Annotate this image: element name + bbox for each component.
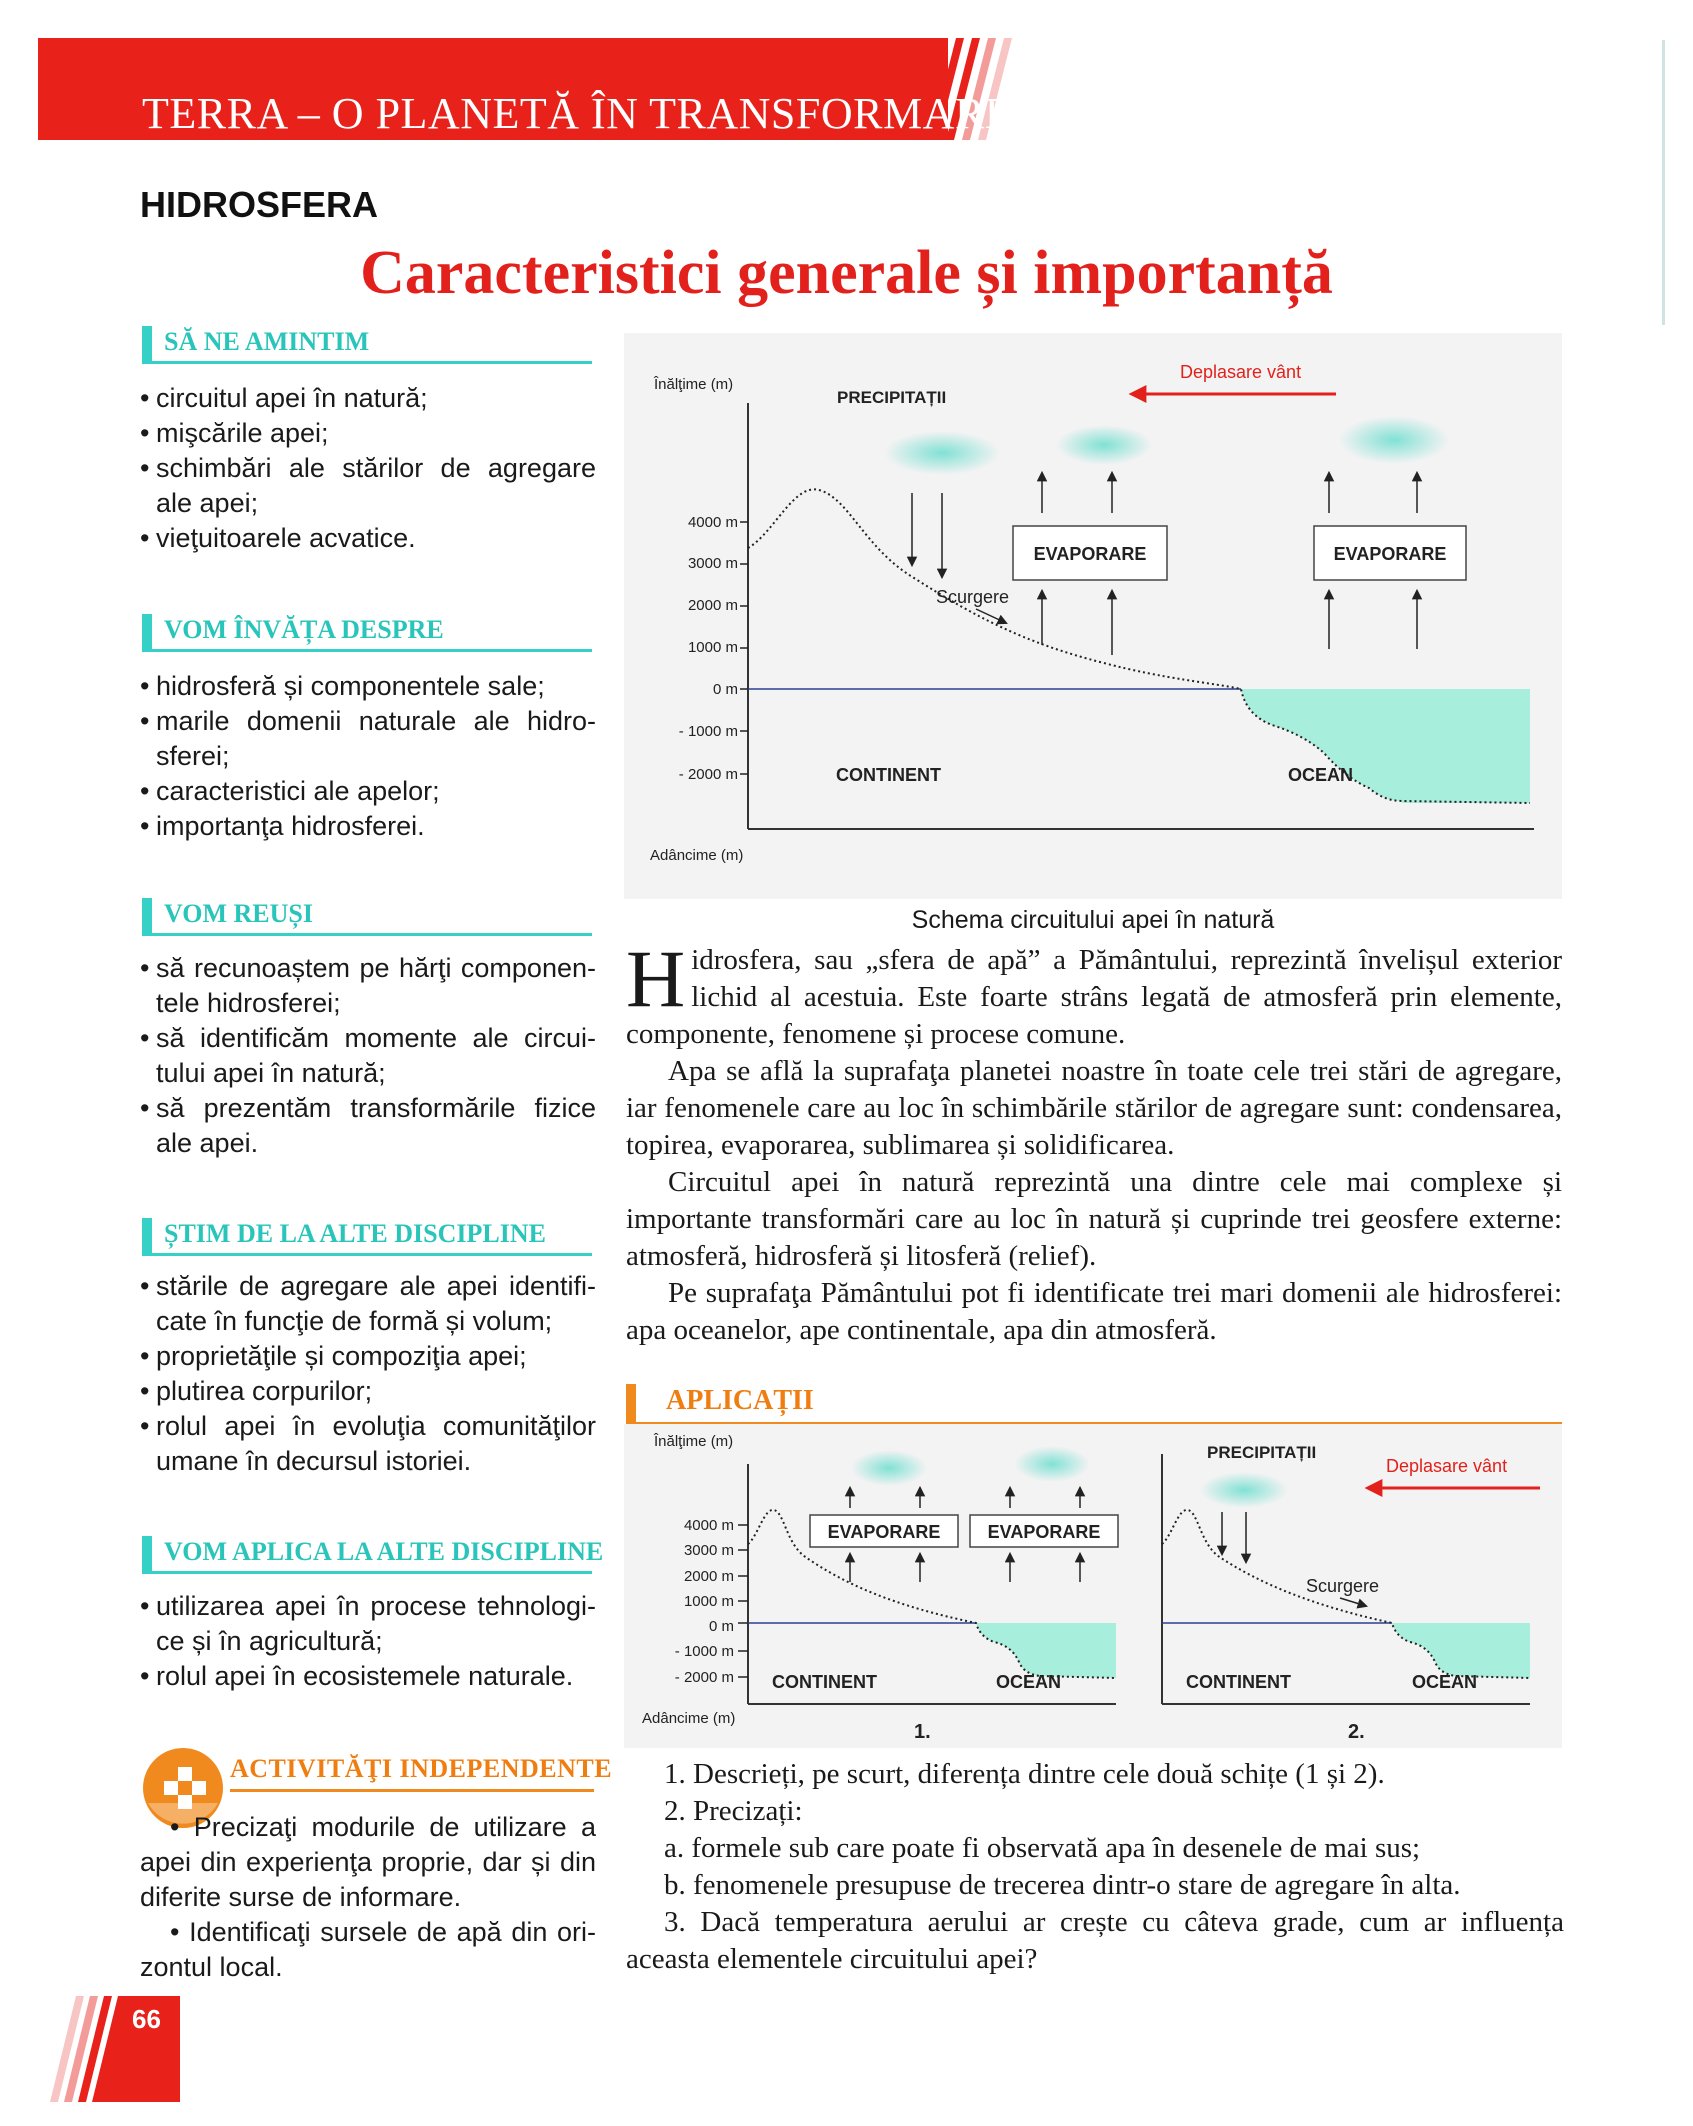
continent-label: CONTINENT xyxy=(772,1672,877,1692)
question: 1. Descrieți, pe scurt, diferența dintre cele două schițe (1 și 2). xyxy=(664,1758,1385,1790)
y-tick: 2000 m xyxy=(683,1568,734,1585)
sidebar-list-succeed xyxy=(140,951,596,1161)
sidebar-heading-remember: SĂ NE AMINTIM xyxy=(142,326,592,364)
y-tick: 3000 m xyxy=(687,555,738,572)
paragraph xyxy=(626,933,1562,1053)
list-item: • să prezentăm transformările fizice ale apei. xyxy=(140,1091,596,1161)
paragraph: Circuitul apei în natură reprezintă una dintre cele mai complexe și importante transformări care au loc în natură și cuprinde trei geosfere externe: atmosferă, hidrosferă și litosferă (relief). xyxy=(626,1166,1562,1272)
ocean-label: OCEAN xyxy=(1412,1672,1478,1692)
ocean-label: OCEAN xyxy=(1288,765,1354,785)
wind-label: Deplasare vânt xyxy=(1386,1456,1508,1476)
y-tick: 1000 m xyxy=(687,639,738,656)
diagram-number-2: 2. xyxy=(1348,1721,1365,1743)
continent-label: CONTINENT xyxy=(1186,1672,1291,1692)
cloud xyxy=(1014,1446,1090,1482)
diagram-number-1: 1. xyxy=(914,1721,931,1743)
continent-label: CONTINENT xyxy=(836,765,941,785)
evaporation-label: EVAPORARE xyxy=(827,1522,941,1542)
y-axis-label-bottom: Adâncime (m) xyxy=(650,847,744,864)
list-item: • hidrosferă și componentele sale; xyxy=(140,669,596,704)
cloud xyxy=(1056,425,1152,465)
y-tick: 4000 m xyxy=(687,514,738,531)
activities-heading: ACTIVITĂŢI INDEPENDENTE xyxy=(230,1754,594,1792)
list-item: • marile domenii naturale ale hidrosferei; xyxy=(140,704,596,774)
list-item: • rolul apei în ecosistemele naturale. xyxy=(140,1659,596,1694)
sidebar-heading-learn: VOM ÎNVĂȚA DESPRE xyxy=(142,614,592,652)
y-axis-label-bottom: Adâncime (m) xyxy=(642,1710,736,1727)
y-tick: 1000 m xyxy=(683,1593,734,1610)
questions-list xyxy=(626,1756,1564,1978)
evaporation-label: EVAPORARE xyxy=(987,1522,1101,1542)
list-item: • circuitul apei în natură; xyxy=(140,381,596,416)
sidebar-list-other-disciplines xyxy=(140,1269,596,1479)
list-item: • vieţuitoarele acvatice. xyxy=(140,521,596,556)
evaporation-label: EVAPORARE xyxy=(1033,544,1147,564)
chapter-title: TERRA – O PLANETĂ ÎN TRANSFORMARE xyxy=(142,89,1013,138)
list-item: • să recunoaștem pe hărţi componentele hidrosferei; xyxy=(140,951,596,1021)
question: b. fenomenele presupuse de trecerea dintr-o stare de agregare în alta. xyxy=(664,1869,1461,1901)
water-cycle-diagram xyxy=(624,333,1562,899)
list-item: • importanţa hidrosferei. xyxy=(140,809,596,844)
page-title: Caracteristici generale și importanță xyxy=(360,239,1333,307)
ocean-water xyxy=(1392,1623,1530,1678)
applications-diagrams xyxy=(624,1424,1562,1748)
sidebar-list-remember xyxy=(140,381,596,556)
activity-item: • Identificaţi sursele de apă din orizontul local. xyxy=(140,1917,596,1982)
cloud xyxy=(1200,1472,1288,1508)
list-item: • plutirea corpurilor; xyxy=(140,1374,596,1409)
evaporation-label: EVAPORARE xyxy=(1333,544,1447,564)
sidebar-list-learn xyxy=(140,669,596,844)
precipitation-label: PRECIPITAȚII xyxy=(1207,1443,1317,1462)
cloud xyxy=(1339,416,1449,464)
list-item: • stările de agregare ale apei identificate în funcţie de formă și volum; xyxy=(140,1269,596,1339)
list-item: • mişcările apei; xyxy=(140,416,596,451)
list-item: • rolul apei în evoluţia comunităţilor umane în decursul istoriei. xyxy=(140,1409,596,1479)
list-item: • să identificăm momente ale circuitului apei în natură; xyxy=(140,1021,596,1091)
sidebar-heading-succeed: VOM REUȘI xyxy=(142,898,592,936)
y-tick: 0 m xyxy=(708,1618,734,1635)
dropcap: H xyxy=(626,933,686,1024)
paragraph-text: idrosfera, sau „sfera de apă” a Pământului, reprezintă învelișul exterior lichid al acestuia. Este foarte strâns legată de atmosferă prin elemente, componente, fenomene și procese comune. xyxy=(626,944,1562,1050)
paragraph: Apa se află la suprafaţa planetei noastre în toate cele trei stări de agregare, iar fenomenele care au loc în schimbările stărilor de agregare sunt: condensarea, topirea, evaporarea, sublimarea și solidificarea. xyxy=(626,1055,1562,1161)
question: 3. Dacă temperatura aerului ar crește cu câteva grade, cum ar influența aceasta elementele circuitului apei? xyxy=(626,1906,1564,1975)
ocean-water xyxy=(1241,689,1530,803)
y-tick: 2000 m xyxy=(687,597,738,614)
y-tick: - 1000 m xyxy=(674,1643,734,1660)
list-item: • schimbări ale stărilor de agregare ale apei; xyxy=(140,451,596,521)
y-tick: 4000 m xyxy=(683,1517,734,1534)
y-tick: - 2000 m xyxy=(674,1669,734,1686)
cloud xyxy=(884,431,1000,475)
diagram-caption: Schema circuitului apei în natură xyxy=(911,906,1275,934)
applications-heading: APLICAȚII xyxy=(626,1384,1562,1424)
main-text xyxy=(626,933,1562,1349)
y-tick: 3000 m xyxy=(683,1542,734,1559)
question: a. formele sub care poate fi observată apa în desenele de mai sus; xyxy=(664,1832,1421,1864)
list-item: • caracteristici ale apelor; xyxy=(140,774,596,809)
precipitation-label: PRECIPITAȚII xyxy=(837,388,947,407)
y-tick: - 1000 m xyxy=(678,723,738,740)
runoff-label: Scurgere xyxy=(936,587,1010,607)
sidebar-heading-other-disciplines: ȘTIM DE LA ALTE DISCIPLINE xyxy=(142,1218,592,1256)
cloud xyxy=(851,1450,927,1486)
y-tick: - 2000 m xyxy=(678,766,738,783)
activity-item: • Precizaţi modurile de utilizare a apei din experienţa proprie, dar și din diferite surse de informare. xyxy=(140,1812,596,1912)
paragraph: Pe suprafaţa Pământului pot fi identificate trei mari domenii ale hidrosferei: apa oceanelor, ape continentale, apa din atmosferă. xyxy=(626,1277,1562,1346)
runoff-label: Scurgere xyxy=(1306,1576,1380,1596)
wind-label: Deplasare vânt xyxy=(1180,362,1302,382)
list-item: • utilizarea apei în procese tehnologice și în agricultură; xyxy=(140,1589,596,1659)
y-axis-label-top: Înălţime (m) xyxy=(654,376,734,393)
list-item: • proprietăţile și compoziţia apei; xyxy=(140,1339,596,1374)
ocean-label: OCEAN xyxy=(996,1672,1062,1692)
sidebar-heading-apply: VOM APLICA LA ALTE DISCIPLINE xyxy=(142,1536,592,1574)
y-tick: 0 m xyxy=(712,681,738,698)
section-label: HIDROSFERA xyxy=(140,184,379,225)
page-number: 66 xyxy=(132,2004,161,2034)
question: 2. Precizați: xyxy=(664,1795,803,1827)
activities-body xyxy=(140,1810,596,1985)
y-axis-label-top: Înălţime (m) xyxy=(654,1433,734,1450)
ocean-water xyxy=(976,1623,1116,1678)
sidebar-list-apply xyxy=(140,1589,596,1694)
